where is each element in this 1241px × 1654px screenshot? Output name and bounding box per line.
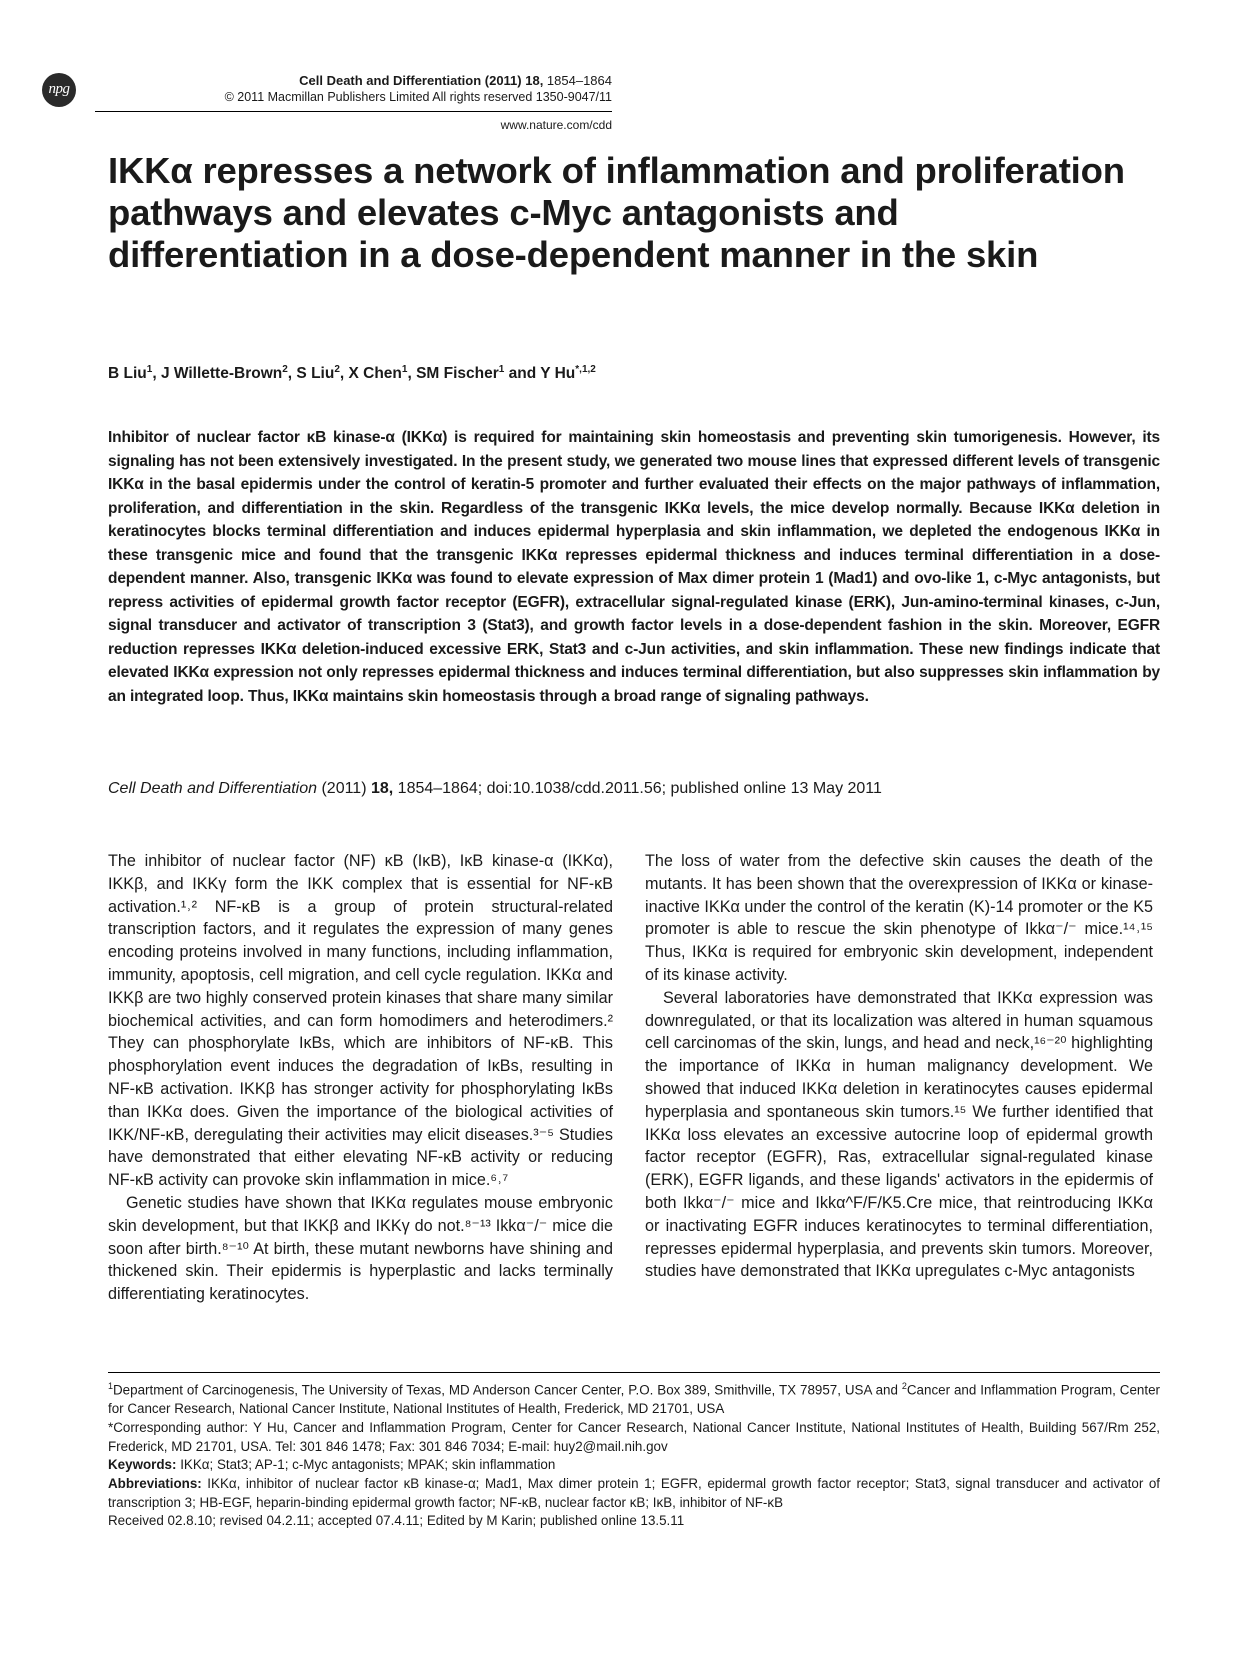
author-affiliation-mark: *,1,2 xyxy=(575,364,596,375)
author: B Liu xyxy=(108,365,147,383)
journal-url[interactable]: www.nature.com/cdd xyxy=(500,118,612,132)
keywords-label: Keywords: xyxy=(108,1457,177,1473)
journal-header-line xyxy=(150,73,612,88)
citation-volume: 18, xyxy=(370,780,394,797)
author: Y Hu xyxy=(540,365,576,383)
author-affiliation-mark: 2 xyxy=(334,364,340,375)
author: S Liu xyxy=(296,365,335,383)
author-affiliation-mark: 1 xyxy=(146,364,153,375)
affiliation-mark: 1 xyxy=(108,1381,114,1391)
body-paragraph: The inhibitor of nuclear factor (NF) κB (IκB), IκB kinase-α (IKKα), IKKβ, and IKKγ form the IKK complex that is essential for NF-κB activation.¹˒² NF-κB is a group of protein structural-related transcription factors, and it regulates the expression of many genes encoding proteins involved in many functions, including inflammation, immunity, apoptosis, cell migration, and cell cycle regulation. IKKα and IKKβ are two highly conserved protein kinases that share many similar biochemical activities, and can form homodimers and heterodimers.² They can phosphorylate IκBs, which are inhibitors of NF-κB. This phosphorylation event induces the degradation of IκBs, resulting in NF-κB activation. IKKβ has stronger activity for phosphorylating IκBs than IKKα does. Given the importance of the biological activities of IKK/NF-κB, deregulating their activities may elicit diseases.³⁻⁵ Studies have demonstrated that either elevating NF-κB activity or reducing NF-κB activity can provoke skin inflammation in mice.⁶˒⁷ xyxy=(108,852,613,1190)
body-paragraph: Genetic studies have shown that IKKα regulates mouse embryonic skin development, but that IKKβ and IKKγ do not.⁸⁻¹³ Ikkα⁻/⁻ mice die soon after birth.⁸⁻¹⁰ At birth, these mutant newborns have shining and thickened skin. Their epidermis is hyperplastic and lacks terminally differentiating keratinocytes. xyxy=(108,1193,613,1304)
author: X Chen xyxy=(348,365,402,383)
affiliation-2: Cancer and Inflammation Program, Center for Cancer Research, National Cancer Institute, National Institutes of Health, Frederick, MD 21701, USA xyxy=(108,1382,1160,1417)
body-column-right xyxy=(645,850,1153,1283)
abstract: Inhibitor of nuclear factor κB kinase-α (IKKα) is required for maintaining skin homeostasis and preventing skin tumorigenesis. However, its signaling has not been extensively investigated. In the present study, we generated two mouse lines that expressed different levels of transgenic IKKα in the basal epidermis under the control of keratin-5 promoter and further evaluated their effects on the major pathways of inflammation, proliferation, and differentiation in the skin. Regardless of the transgenic IKKα levels, the mice develop normally. Because IKKα deletion in keratinocytes blocks terminal differentiation and induces epidermal hyperplasia and skin inflammation, we depleted the endogenous IKKα in these transgenic mice and found that the transgenic IKKα represses epidermal thickness and induces terminal differentiation in a dose-dependent manner. Also, transgenic IKKα was found to elevate expression of Max dimer protein 1 (Mad1) and ovo-like 1, c-Myc antagonists, but repress activities of epidermal growth factor receptor (EGFR), extracellular signal-regulated kinase (ERK), Jun-amino-terminal kinases, c-Jun, signal transducer and activator of transcription 3 (Stat3), and growth factor levels in a dose-dependent fashion in the skin. Moreover, EGFR reduction represses IKKα deletion-induced excessive ERK, Stat3 and c-Jun activities, and skin inflammation. These new findings indicate that elevated IKKα expression not only represses epidermal thickness and induces terminal differentiation, but also suppresses skin inflammation by an integrated loop. Thus, IKKα maintains skin homeostasis through a broad range of signaling pathways. xyxy=(108,429,1160,705)
keywords xyxy=(108,1456,1160,1475)
footnotes xyxy=(108,1377,1160,1531)
author-affiliation-mark: 1 xyxy=(401,364,408,375)
body-paragraph: The loss of water from the defective skin causes the death of the mutants. It has been shown that the overexpression of IKKα or kinase-inactive IKKα under the control of the keratin (K)-14 promoter or the K5 promoter is able to rescue the skin phenotype of Ikkα⁻/⁻ mice.¹⁴˒¹⁵ Thus, IKKα is required for embryonic skin development, independent of its kinase activity. xyxy=(645,852,1153,984)
abbreviations-label: Abbreviations: xyxy=(108,1475,202,1491)
author: J Willette-Brown xyxy=(160,365,283,383)
author: SM Fischer xyxy=(416,365,499,383)
journal-pages: 1854–1864 xyxy=(543,73,612,88)
copyright-line: © 2011 Macmillan Publishers Limited All rights reserved 1350-9047/11 xyxy=(224,90,612,104)
keywords-list: IKKα; Stat3; AP-1; c-Myc antagonists; MPAK; skin inflammation xyxy=(176,1457,556,1473)
citation-year: (2011) xyxy=(317,780,371,797)
received-dates: Received 02.8.10; revised 04.2.11; accepted 07.4.11; Edited by M Karin; published online 13.5.11 xyxy=(108,1513,685,1529)
affiliation-1: Department of Carcinogenesis, The University of Texas, MD Anderson Cancer Center, P.O. Box 389, Smithville, TX 78957, USA and xyxy=(113,1382,902,1398)
author-affiliation-mark: 1 xyxy=(498,364,505,375)
footnote-divider xyxy=(108,1372,1160,1373)
article-title: IKKα represses a network of inflammation and proliferation pathways and elevates c-Myc antagonists and differentiation in a dose-dependent manner in the skin xyxy=(108,150,1125,275)
citation-journal: Cell Death and Differentiation xyxy=(108,780,318,797)
abbreviations-list: IKKα, inhibitor of nuclear factor κB kinase-α; Mad1, Max dimer protein 1; EGFR, epidermal growth factor receptor; Stat3, signal transducer and activator of transcription 3; HB-EGF, heparin-binding epidermal growth factor; NF-κB, nuclear factor κB; IκB, inhibitor of NF-κB xyxy=(108,1475,1160,1510)
publisher-logo: npg xyxy=(42,73,76,107)
affiliations xyxy=(108,1377,1160,1419)
corresponding-author: *Corresponding author: Y Hu, Cancer and Inflammation Program, Center for Cancer Research, National Cancer Institute, National Institutes of Health, Building 567/Rm 252, Frederick, MD 21701, USA. Tel: 301 846 1478; Fax: 301 846 7034; E-mail: huy2@mail.nih.gov xyxy=(108,1419,1160,1454)
journal-name: Cell Death and Differentiation (2011) 18, xyxy=(299,73,544,88)
body-column-left xyxy=(108,850,613,1306)
affiliation-mark: 2 xyxy=(901,1381,907,1391)
author-list: B Liu$^1$, J Willette-Brown$^2$, S Liu$^2$, X Chen$^1$, SM Fischer$^1$ and Y $Hu^{*,1,2}$ xyxy=(108,364,596,383)
header-divider xyxy=(95,111,612,112)
author-affiliation-mark: 2 xyxy=(282,364,288,375)
citation-details: 1854–1864; doi:10.1038/cdd.2011.56; published online 13 May 2011 xyxy=(393,780,882,797)
citation-line xyxy=(108,780,882,798)
abbreviations xyxy=(108,1475,1160,1512)
body-paragraph: Several laboratories have demonstrated that IKKα expression was downregulated, or that its localization was altered in human squamous cell carcinomas of the skin, lungs, and head and neck,¹⁶⁻²⁰ highlighting the importance of IKKα in human malignancy development. We showed that induced IKKα deletion in keratinocytes causes epidermal hyperplasia and spontaneous skin tumors.¹⁵ We further identified that IKKα loss elevates an excessive autocrine loop of epidermal growth factor receptor (EGFR), Ras, extracellular signal-regulated kinase (ERK), EGFR ligands, and these ligands' activators in the epidermis of both Ikkα⁻/⁻ mice and Ikkα^F/F/K5.Cre mice, that reintroducing IKKα or inactivating EGFR induces keratinocytes to terminal differentiation, represses epidermal hyperplasia, and prevents skin tumors. Moreover, studies have demonstrated that IKKα upregulates c-Myc antagonists xyxy=(645,988,1153,1281)
